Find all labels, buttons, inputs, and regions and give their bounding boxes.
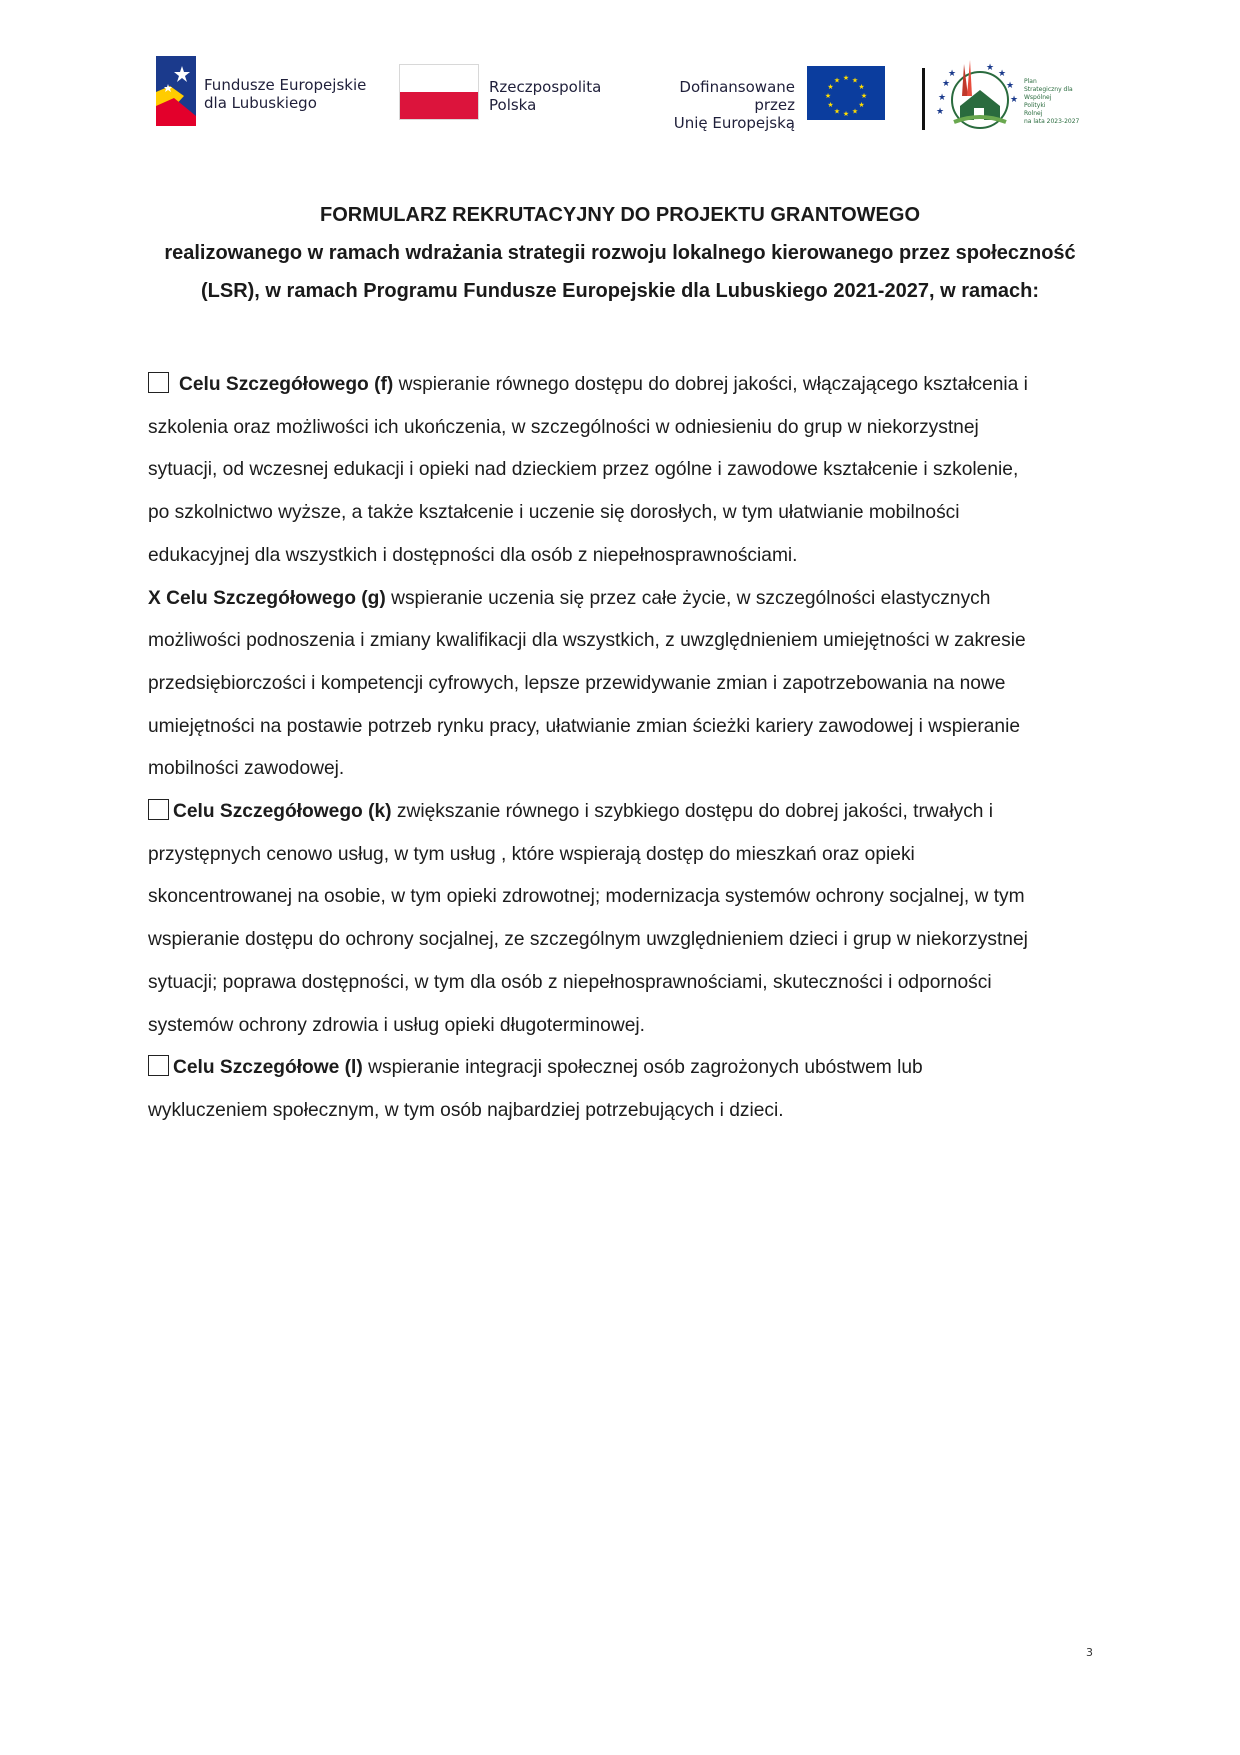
svg-text:★: ★ <box>947 69 957 79</box>
objective-f-text-line1: wspieranie równego dostępu do dobrej jakości, włączającego kształcenia i <box>393 374 1028 395</box>
form-title-line1: FORMULARZ REKRUTACYJNY DO PROJEKTU GRANTOWEGO <box>319 204 921 226</box>
objective-k-text-line1: zwiększanie równego i szybkiego dostępu do dobrej jakości, trwałych i <box>391 801 994 823</box>
objective-k-text-line2: przystępnych cenowo usług, w tym usług , które wspierają dostęp do mieszkań oraz opieki <box>148 843 915 865</box>
form-title-line3: (LSR), w ramach Programu Fundusze Europejskie dla Lubuskiego 2021-2027, w ramach: <box>200 280 1040 302</box>
svg-text:★: ★ <box>827 83 834 91</box>
eu-flag-icon <box>807 66 885 120</box>
fundusze-europejskie-emblem-icon <box>156 56 196 126</box>
svg-text:★: ★ <box>985 63 995 73</box>
form-title-line2: realizowanego w ramach wdrażania strategii rozwoju lokalnego kierowanego przez społeczność <box>164 242 1076 264</box>
objective-k-text-line6: systemów ochrony zdrowia i usług opieki długoterminowej. <box>148 1014 645 1036</box>
objective-f-text-line3: sytuacji, od wczesnej edukacji i opieki nad dzieckiem przez ogólne i zawodowe kształcenie i szkolenie, <box>148 459 1019 481</box>
svg-text:★: ★ <box>941 79 951 89</box>
svg-text:★: ★ <box>833 76 841 85</box>
objective-g-text-line1: wspieranie uczenia się przez całe życie, w szczególności elastycznych <box>385 587 991 609</box>
objective-g-text-line4: umiejętności na postawie potrzeb rynku pracy, ułatwianie zmian ścieżki kariery zawodowej i wspieranie <box>148 715 1020 737</box>
objective-g-text-line3: przedsiębiorczości i kompetencji cyfrowych, lepsze przewidywanie zmian i zapotrzebowania na nowe <box>148 672 1006 694</box>
plan-strategiczny-emblem-icon <box>932 56 1022 134</box>
objective-f-text-line5: edukacyjnej dla wszystkich i dostępności dla osób z niepełnosprawnościami. <box>148 544 798 566</box>
svg-text:★: ★ <box>842 110 850 118</box>
logo-strip <box>0 0 1240 140</box>
objective-g-text-line2: możliwości podnoszenia i zmiany kwalifikacji dla wszystkich, z uwzględnieniem umiejętności w zakresie <box>148 630 1026 652</box>
fe-logo-line2: dla Lubuskiego <box>204 94 317 112</box>
ps-logo-line2: Strategiczny dla <box>1024 86 1073 93</box>
svg-text:★: ★ <box>1009 95 1019 105</box>
form-title <box>140 196 1100 310</box>
pl-logo-line2: Polska <box>489 96 537 114</box>
svg-text:★: ★ <box>860 92 868 100</box>
eu-logo-line2: Unię Europejską <box>673 114 795 132</box>
plan-strategiczny-logo <box>932 56 1102 134</box>
objective-k-text-line3: skoncentrowanej na osobie, w tym opieki zdrowotnej; modernizacja systemów ochrony socjalnej, w tym <box>148 886 1025 908</box>
svg-text:★: ★ <box>851 76 859 85</box>
pl-logo-line1: Rzeczpospolita <box>489 78 602 96</box>
objective-l-name: Celu Szczegółowe (l) <box>173 1057 363 1079</box>
ps-logo-line1: Plan <box>1024 78 1037 85</box>
fe-logo-line1: Fundusze Europejskie <box>204 76 367 94</box>
polish-flag-icon <box>399 64 479 120</box>
objective-f <box>148 364 1100 578</box>
objective-k-text-line4: wspieranie dostępu do ochrony socjalnej, ze szczególnym uwzględnieniem dzieci i grup w niekorzystnej <box>148 929 1028 951</box>
objective-l <box>148 1047 1100 1132</box>
svg-text:★: ★ <box>851 107 859 116</box>
objective-f-checkbox[interactable] <box>148 372 169 393</box>
objective-k-checkbox[interactable] <box>148 799 169 820</box>
svg-text:★: ★ <box>827 101 834 109</box>
svg-text:★: ★ <box>997 69 1007 79</box>
ps-logo-line4: Polityki <box>1024 102 1046 109</box>
objective-f-text-line2: szkolenia oraz możliwości ich ukończenia, w szczególności w odniesieniu do grup w niekorzystnej <box>148 416 979 438</box>
objective-k-name: Celu Szczegółowego (k) <box>173 801 392 823</box>
svg-text:★: ★ <box>937 93 947 103</box>
svg-text:★: ★ <box>842 74 850 82</box>
objective-k-text-line5: sytuacji; poprawa dostępności, w tym dla osób z niepełnosprawnościami, skuteczności i odporności <box>148 971 992 993</box>
objective-f-name: Celu Szczegółowego (f) <box>179 374 394 395</box>
objective-k <box>148 791 1100 1047</box>
eu-funding-logo <box>637 66 887 132</box>
svg-text:★: ★ <box>935 107 945 117</box>
objective-g-text-line5: mobilności zawodowej. <box>148 758 345 780</box>
ps-logo-line6: na lata 2023-2027 <box>1024 118 1080 125</box>
rzeczpospolita-polska-logo <box>399 64 619 124</box>
objective-l-text-line1: wspieranie integracji społecznej osób zagrożonych ubóstwem lub <box>362 1057 923 1079</box>
svg-text:★: ★ <box>1005 81 1015 91</box>
objective-l-checkbox[interactable] <box>148 1055 169 1076</box>
svg-text:★: ★ <box>833 107 841 116</box>
eu-logo-line1: Dofinansowane przez <box>679 78 795 114</box>
objective-g-check-mark[interactable]: X <box>148 587 161 609</box>
ps-logo-line5: Rolnej <box>1024 110 1043 117</box>
fundusze-europejskie-logo <box>156 54 376 128</box>
svg-text:★: ★ <box>858 83 865 91</box>
logo-divider <box>922 68 925 130</box>
ps-logo-line3: Wspólnej <box>1024 94 1052 101</box>
objective-l-text-line2: wykluczeniem społecznym, w tym osób najbardziej potrzebujących i dzieci. <box>148 1099 784 1121</box>
objectives-list <box>148 364 1100 1133</box>
svg-text:★: ★ <box>824 92 832 100</box>
objective-g-name: Celu Szczegółowego (g) <box>166 587 386 609</box>
page-number: 3 <box>1086 1646 1093 1659</box>
objective-g <box>148 578 1100 792</box>
objective-f-text-line4: po szkolnictwo wyższe, a także kształcenie i uczenie się dorosłych, w tym ułatwianie mobilności <box>148 502 960 524</box>
svg-text:★: ★ <box>858 101 865 109</box>
